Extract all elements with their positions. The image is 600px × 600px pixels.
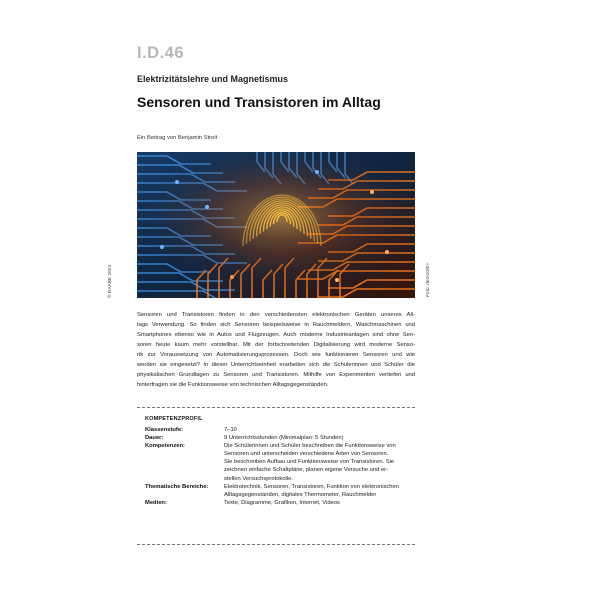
profile-value — [224, 434, 415, 442]
fingerprint-circuit-image — [137, 152, 415, 298]
profile-row — [145, 499, 415, 507]
profile-value-line: Elektrotechnik, Sensoren, Transistoren, Funktion von elektronischen — [224, 483, 399, 490]
profile-row — [145, 483, 415, 499]
profile-value-line: Texte, Diagramme, Grafiken, Internet, Videos — [224, 499, 340, 506]
profile-label: Medien: — [145, 499, 167, 506]
intro-line: rik zur Voraussetzung von Automatisierungsprozessen. Doch wie funktionieren Sensoren und wie — [137, 352, 415, 358]
divider-top — [137, 407, 415, 408]
intro-line: Smartphones ebenso wie in Autos und Flugzeugen. Auch moderne Industrieanlagen sind ohne Sen- — [137, 332, 415, 338]
profile-value-line: 9 Unterrichtsstunden (Minimalplan: 5 Stunden) — [224, 435, 344, 442]
intro-line: werden sie eingesetzt? In dieser Unterrichtseinheit erarbeiten sich die Schülerinnen und Schüler die — [137, 362, 415, 368]
profile-label: Thematische Bereiche: — [145, 483, 209, 490]
author-line: Ein Beitrag von Benjamin Streit — [137, 135, 218, 141]
profile-label: Dauer: — [145, 435, 164, 442]
intro-line: tags Verwendung. So finden sich Sensoren beispielsweise in Rauchmeldern, Waschmaschinen und — [137, 322, 415, 328]
page-title: Sensoren und Transistoren im Alltag — [137, 94, 381, 110]
copyright-note: © RAABE 2023 — [108, 264, 113, 298]
intro-line: hinterfragen sie die Funktionsweise von technischen Alltagsgegenständen. — [137, 382, 329, 388]
intro-line: physikalischen Grundlagen zu Sensoren und Transistoren. Mithilfe von Experimenten vertiefen und — [137, 372, 415, 378]
profile-label: Klassenstufe: — [145, 427, 184, 433]
profile-value-line: zeichnen einfache Schaltpläne, planen eigene Versuche und er- — [224, 467, 389, 474]
profile-value — [224, 499, 415, 507]
profile-value-line: stellen Versuchsprotokolle. — [224, 475, 293, 482]
intro-line: soren heute kaum mehr vorstellbar. Mit der fortschreitenden Digitalisierung wird moderne Senso- — [137, 342, 415, 348]
competence-profile — [145, 416, 415, 507]
profile-value-line: 7–10 — [224, 427, 237, 433]
divider-bottom — [137, 544, 415, 545]
profile-heading: KOMPETENZPROFIL — [145, 416, 203, 422]
profile-value-line: Die Schülerinnen und Schüler beschreiben die Funktionsweise von — [224, 443, 396, 450]
document-code: I.D.46 — [137, 44, 185, 62]
photo-credit: Foto: dem10/E+ — [426, 262, 431, 297]
profile-value-line: Alltagsgegenständen, digitales Thermometer, Rauchmelder — [224, 491, 377, 498]
profile-row — [145, 442, 415, 482]
profile-label: Kompetenzen: — [145, 443, 185, 450]
profile-value — [224, 483, 415, 499]
profile-value — [224, 442, 415, 482]
profile-value — [224, 426, 415, 434]
profile-value-line: Sensoren und unterscheiden verschiedene Arten von Sensoren. — [224, 451, 389, 458]
profile-value-line: Sie beschreiben Aufbau und Funktionsweise von Transistoren. Sie — [224, 459, 395, 466]
intro-paragraph — [137, 310, 415, 390]
subject-heading: Elektrizitätslehre und Magnetismus — [137, 74, 289, 84]
profile-row — [145, 426, 415, 434]
intro-line: Sensoren und Transistoren finden in den verschiedensten elektronischen Geräten unseres All- — [137, 312, 415, 318]
profile-row — [145, 434, 415, 442]
